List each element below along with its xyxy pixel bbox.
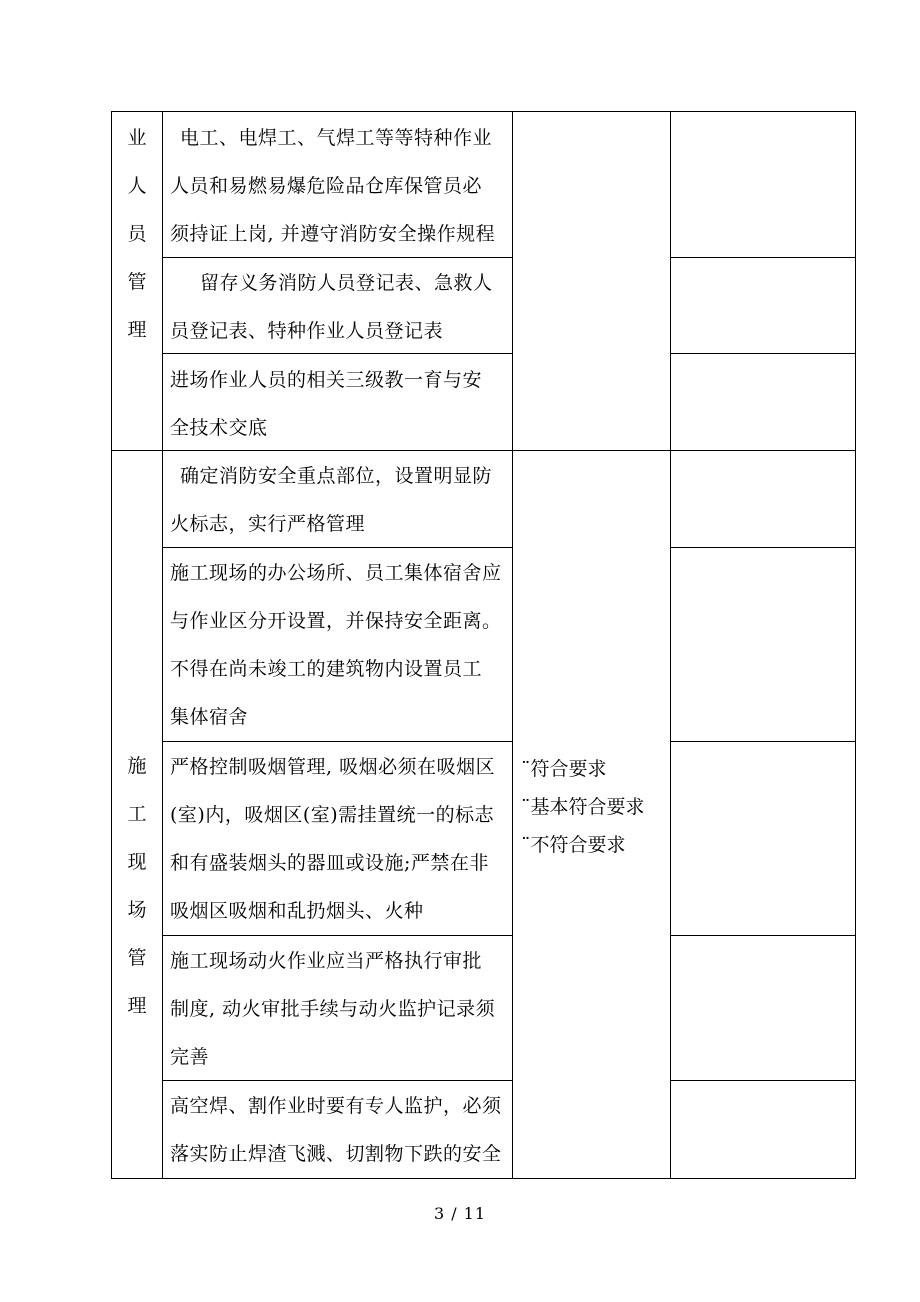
column-divider <box>512 111 513 1179</box>
column-divider <box>670 111 671 1179</box>
row-divider <box>670 935 856 936</box>
row-divider <box>670 353 856 354</box>
checklist-item: 施工现场动火作业应当严格执行审批 制度, 动火审批手续与动火监护记录须 完善 <box>170 950 496 1068</box>
option-basically-compliant[interactable]: ¨基本符合要求 <box>521 796 645 818</box>
checklist-item: 电工、电焊工、气焊工等等特种作业 人员和易燃易爆危险品仓库保管员必 须持证上岗, 并遵守消防安全操作规程 <box>170 127 496 245</box>
checklist-item: 施工现场的办公场所、员工集体宿舍应 与作业区分开设置，并保持安全距离。 不得在尚未竣工的建筑物内设置员工 集体宿舍 <box>170 562 502 728</box>
row-divider <box>670 1080 856 1081</box>
table-right-border <box>855 111 856 1179</box>
checklist-item: 严格控制吸烟管理, 吸烟必须在吸烟区 (室)内，吸烟区(室)需挂置统一的标志 和有盛装烟头的器皿或设施;严禁在非 吸烟区吸烟和乱扔烟头、火种 <box>170 756 496 922</box>
category-site-management: 施 工 现 场 管 理 <box>127 755 147 1017</box>
checklist-item: 进场作业人员的相关三级教一育与安 全技术交底 <box>170 369 483 439</box>
category-personnel-management: 业 人 员 管 理 <box>127 127 147 341</box>
row-divider <box>162 935 512 936</box>
table-top-border <box>111 111 856 112</box>
row-divider <box>670 741 856 742</box>
checklist-item: 留存义务消防人员登记表、急救人 员登记表、特种作业人员登记表 <box>170 272 493 342</box>
row-divider <box>162 741 512 742</box>
checklist-item: 高空焊、割作业时要有专人监护，必须 落实防止焊渣飞溅、切割物下跌的安全 <box>170 1095 502 1165</box>
row-divider <box>670 257 856 258</box>
table-bottom-border <box>111 1178 856 1179</box>
page-number: 3 / 11 <box>433 1204 487 1223</box>
row-divider <box>670 547 856 548</box>
option-compliant[interactable]: ¨符合要求 <box>521 758 607 780</box>
result-options <box>521 750 661 864</box>
checklist-item: 确定消防安全重点部位，设置明显防 火标志，实行严格管理 <box>170 465 493 535</box>
option-non-compliant[interactable]: ¨不符合要求 <box>521 834 626 856</box>
